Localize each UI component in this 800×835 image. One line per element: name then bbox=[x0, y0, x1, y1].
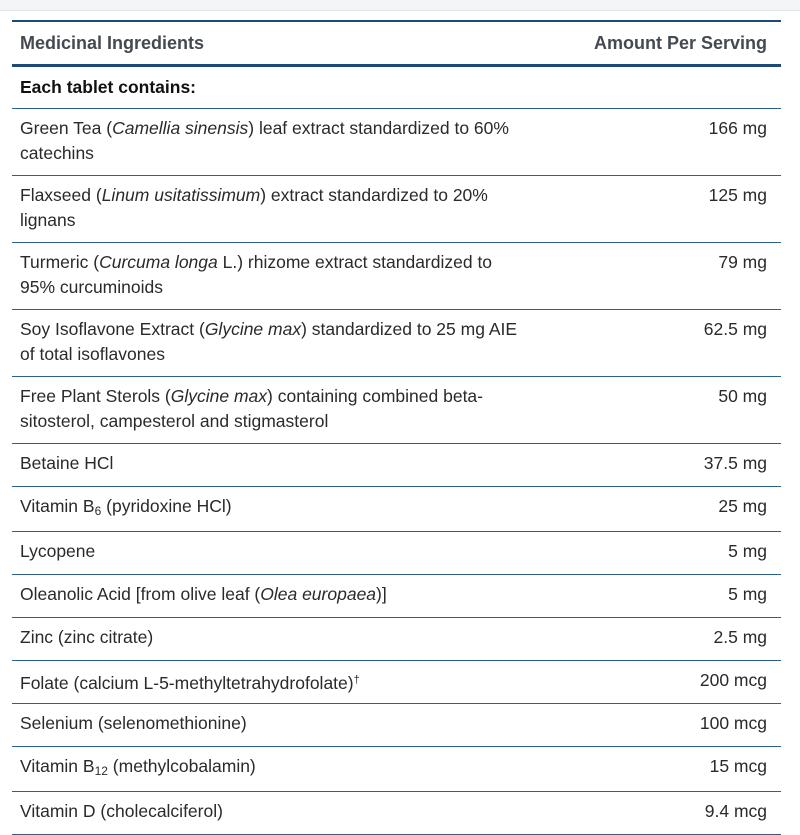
ingredient-amount: 50 mg bbox=[718, 386, 767, 406]
ingredient-amount: 200 mcg bbox=[699, 670, 767, 690]
ingredient-name: Vitamin D (cholecalciferol) bbox=[20, 801, 223, 821]
table-row bbox=[12, 176, 781, 243]
table-row bbox=[12, 704, 781, 747]
ingredient-name: Soy Isoflavone Extract (Glycine max) standardized to 25 mg AIE of total isoflavones bbox=[20, 319, 518, 364]
ingredient-amount: 37.5 mg bbox=[703, 453, 767, 473]
table-row bbox=[12, 377, 781, 444]
ingredient-name: Selenium (selenomethionine) bbox=[20, 713, 247, 733]
ingredient-name: Zinc (zinc citrate) bbox=[20, 627, 154, 647]
table-header-row bbox=[12, 21, 781, 66]
ingredient-amount: 2.5 mg bbox=[713, 627, 767, 647]
ingredient-amount: 15 mcg bbox=[709, 756, 767, 776]
table-row bbox=[12, 575, 781, 618]
table-row bbox=[12, 487, 781, 532]
ingredient-name: Vitamin $B_{12}$ (methylcobalamin) bbox=[20, 756, 256, 778]
ingredients-table bbox=[12, 20, 781, 835]
ingredient-amount: 166 mg bbox=[708, 118, 767, 138]
dagger-footnote-mark: † bbox=[353, 674, 360, 686]
ingredient-amount: 125 mg bbox=[708, 185, 767, 205]
ingredient-name: Turmeric (Curcuma longa L.) rhizome extract standardized to 95% curcuminoids bbox=[20, 252, 493, 297]
section-row bbox=[12, 66, 781, 109]
header-amount: Amount Per Serving bbox=[593, 32, 767, 53]
ingredient-amount: 79 mg bbox=[718, 252, 767, 272]
ingredient-amount: 100 mcg bbox=[699, 713, 767, 733]
section-title: Each tablet contains: bbox=[20, 77, 197, 97]
ingredient-amount: 9.4 mcg bbox=[704, 801, 767, 821]
ingredient-name: Green Tea (Camellia sinensis) leaf extract standardized to 60% catechins bbox=[20, 118, 509, 163]
ingredient-amount: 62.5 mg bbox=[703, 319, 767, 339]
table-row bbox=[12, 243, 781, 310]
top-bar bbox=[0, 0, 800, 11]
ingredient-name: Flaxseed (Linum usitatissimum) extract standardized to 20% lignans bbox=[20, 185, 488, 230]
ingredient-amount: 25 mg bbox=[718, 496, 767, 516]
table-row bbox=[12, 747, 781, 792]
ingredient-name: Oleanolic Acid [from olive leaf (Olea europaea)] bbox=[20, 584, 387, 604]
ingredient-name: Betaine HCl bbox=[20, 453, 114, 473]
ingredient-amount: 5 mg bbox=[728, 541, 767, 561]
ingredient-name: Folate (calcium L-5-methyltetrahydrofolate)† bbox=[20, 673, 360, 693]
ingredient-name: Lycopene bbox=[20, 541, 96, 561]
table-row bbox=[12, 109, 781, 176]
header-ingredients: Medicinal Ingredients bbox=[20, 32, 205, 53]
ingredient-amount: 5 mg bbox=[728, 584, 767, 604]
table-row bbox=[12, 444, 781, 487]
table-row bbox=[12, 792, 781, 835]
table-row bbox=[12, 618, 781, 661]
table-row bbox=[12, 310, 781, 377]
ingredient-name: Vitamin $B_6$ (pyridoxine HCl) bbox=[20, 496, 232, 518]
table-row bbox=[12, 661, 781, 704]
ingredient-name: Free Plant Sterols (Glycine max) containing combined beta-sitosterol, campesterol and stigmasterol bbox=[20, 386, 483, 431]
table-row bbox=[12, 532, 781, 575]
ingredients-panel bbox=[12, 20, 781, 835]
